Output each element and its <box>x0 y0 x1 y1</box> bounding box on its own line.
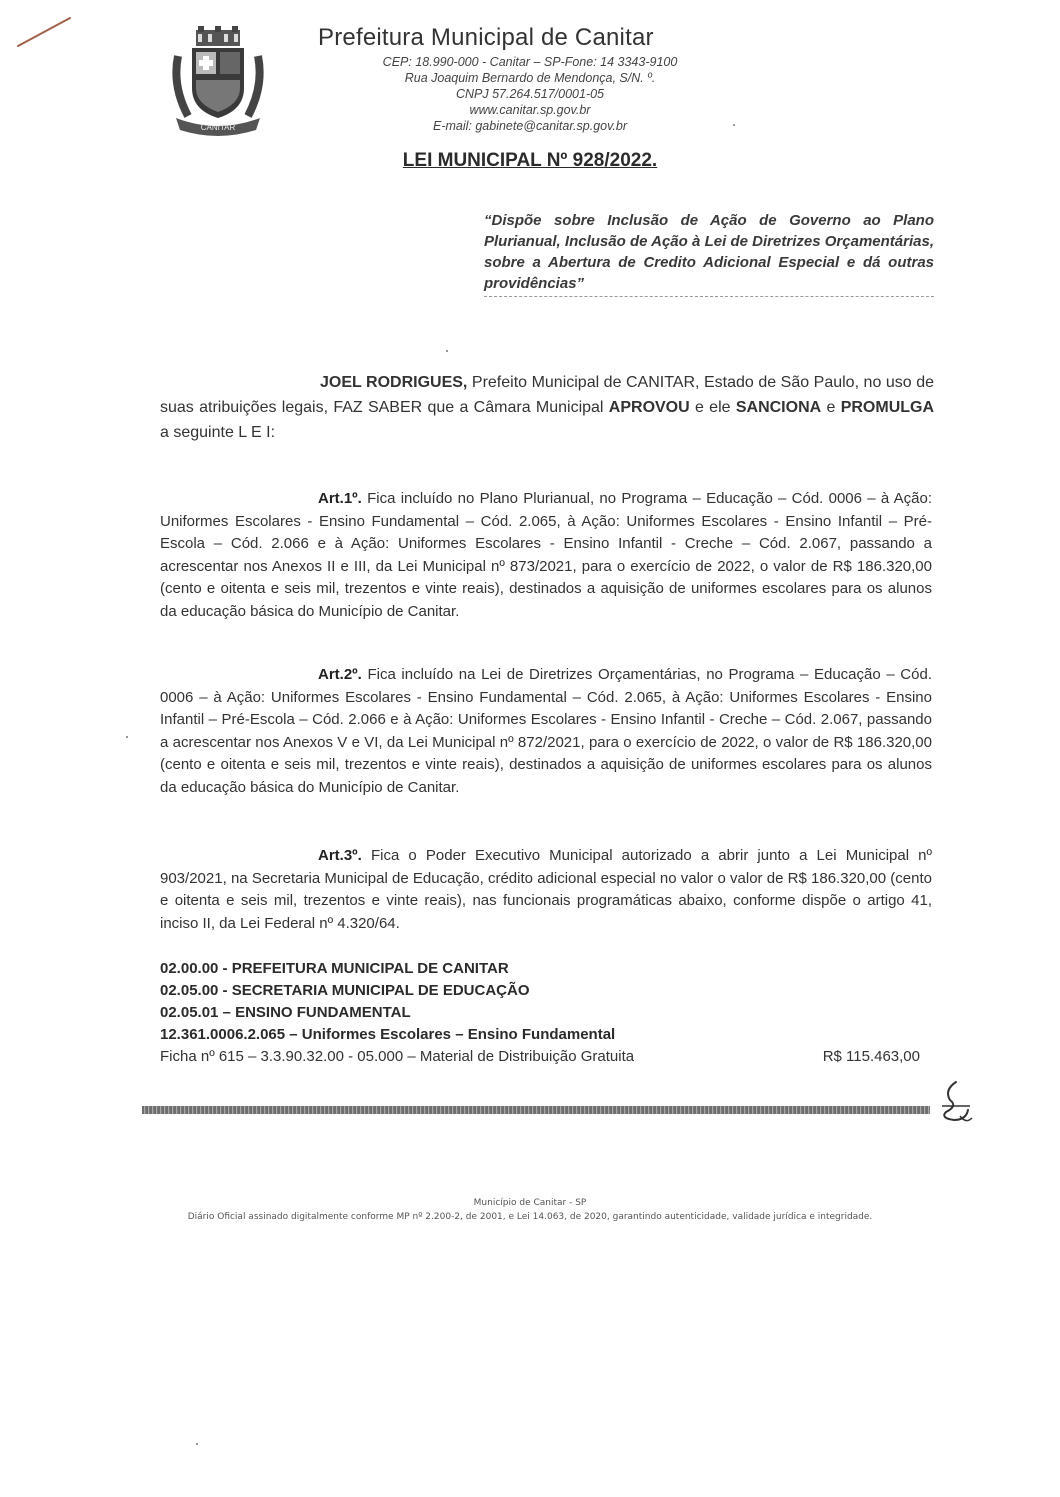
contact-block <box>300 54 760 134</box>
page-divider <box>142 1106 930 1114</box>
ficha-value: R$ 115.463,00 <box>822 1048 920 1065</box>
preamble-promulga: PROMULGA <box>840 399 935 416</box>
preamble-text-1: Prefeito Municipal de CANITAR, Estado de São Paulo, no uso de suas atribuições legais, FAZ SABER que a Câmara Municipal <box>160 374 934 416</box>
preamble-text-2: e ele <box>689 399 736 416</box>
article-2 <box>160 664 932 799</box>
budget-line-funcional: 12.361.0006.2.065 – Uniformes Escolares – Ensino Fundamental <box>160 1026 616 1043</box>
scan-speck <box>126 736 128 738</box>
budget-line-prefeitura: 02.00.00 - PREFEITURA MUNICIPAL DE CANITAR <box>160 960 509 977</box>
contact-line-email: E-mail: gabinete@canitar.sp.gov.br <box>432 119 628 133</box>
footer-digital-signature-note: Diário Oficial assinado digitalmente conforme MP nº 2.200-2, de 2001, e Lei 14.063, de 2020, garantindo autenticidade, validade jurídica e integridade. <box>187 1212 873 1222</box>
pen-stroke-mark <box>14 12 74 52</box>
contact-line-cnpj: CNPJ 57.264.517/0001-05 <box>455 87 605 101</box>
law-summary-ementa: “Dispõe sobre Inclusão de Ação de Governo ao Plano Plurianual, Inclusão de Ação à Lei de Diretrizes Orçamentárias, sobre a Abertura de Credito Adicional Especial e dá outras providências” <box>484 210 934 297</box>
preamble-text-3: e <box>821 399 841 416</box>
scan-speck <box>733 124 735 126</box>
article-3-label: Art.3º. <box>318 847 362 864</box>
page-footer <box>0 1196 1060 1224</box>
contact-line-address: Rua Joaquim Bernardo de Mendonça, S/N. º. <box>404 71 656 85</box>
budget-ficha-row <box>160 1046 920 1068</box>
preamble-paragraph <box>160 370 934 445</box>
preamble-text-4: a seguinte L E I: <box>160 424 276 441</box>
scan-speck <box>446 350 448 352</box>
article-2-text: Fica incluído na Lei de Diretrizes Orçamentárias, no Programa – Educação – Cód. 0006 – à Ação: Uniformes Escolares - Ensino Fundamental – Cód. 2.065, à Ação: Uniformes Escolares - Ensino Infantil – Pré-Escola – Cód. 2.066 e à Ação: Uniformes Escolares - Ensino Infantil - Creche – Cód. 2.067, passando a acrescentar nos Anexos V e VI, da Lei Municipal nº 872/2021, para o exercício de 2022, o valor de R$ 186.320,00 (cento e oitenta e seis mil, trezentos e vinte reais), destinados a aquisição de uniformes escolares para os alunos da educação básica do Município de Canitar. <box>160 666 932 796</box>
article-1-label: Art.1º. <box>318 490 362 507</box>
preamble-sanciona: SANCIONA <box>735 399 822 416</box>
budget-line-secretaria: 02.05.00 - SECRETARIA MUNICIPAL DE EDUCAÇÃO <box>160 982 530 999</box>
organization-name: Prefeitura Municipal de Canitar <box>318 24 654 51</box>
letterhead <box>300 24 760 134</box>
contact-line-cep: CEP: 18.990-000 - Canitar – SP-Fone: 14 3343-9100 <box>382 55 678 69</box>
preamble-approved: APROVOU <box>608 399 690 416</box>
article-3-text: Fica o Poder Executivo Municipal autorizado a abrir junto a Lei Municipal nº 903/2021, na Secretaria Municipal de Educação, crédito adicional especial no valor o valor de R$ 186.320,00 (cento e oitenta e seis mil, trezentos e vinte reais), nas funcionais programáticas abaixo, conforme dispõe o artigo 41, inciso II, da Lei Federal nº 4.320/64. <box>160 847 932 932</box>
svg-text:CANITAR: CANITAR <box>200 123 236 132</box>
ficha-description: Ficha nº 615 – 3.3.90.32.00 - 05.000 – Material de Distribuição Gratuita <box>160 1048 635 1065</box>
municipal-coat-of-arms <box>168 26 268 138</box>
handwritten-initials <box>936 1076 976 1128</box>
footer-municipality: Município de Canitar - SP <box>473 1198 587 1208</box>
article-3 <box>160 845 932 935</box>
budget-allocation <box>160 958 920 1068</box>
article-1 <box>160 488 932 623</box>
article-1-text: Fica incluído no Plano Plurianual, no Programa – Educação – Cód. 0006 – à Ação: Uniformes Escolares - Ensino Fundamental – Cód. 2.065, à Ação: Uniformes Escolares - Ensino Infantil – Pré-Escola – Cód. 2.066 e à Ação: Uniformes Escolares - Ensino Infantil - Creche – Cód. 2.067, passando a acrescentar nos Anexos II e III, da Lei Municipal nº 873/2021, para o exercício de 2022, o valor de R$ 186.320,00 (cento e oitenta e seis mil, trezentos e vinte reais), destinados a aquisição de uniformes escolares para os alunos da educação básica do Município de Canitar. <box>160 490 932 620</box>
mayor-name: JOEL RODRIGUES, <box>320 374 468 391</box>
contact-line-website: www.canitar.sp.gov.br <box>469 103 591 117</box>
budget-line-ensino: 02.05.01 – ENSINO FUNDAMENTAL <box>160 1004 411 1021</box>
article-2-label: Art.2º. <box>318 666 362 683</box>
law-title: LEI MUNICIPAL Nº 928/2022. <box>402 150 658 171</box>
scan-speck <box>196 1443 198 1445</box>
